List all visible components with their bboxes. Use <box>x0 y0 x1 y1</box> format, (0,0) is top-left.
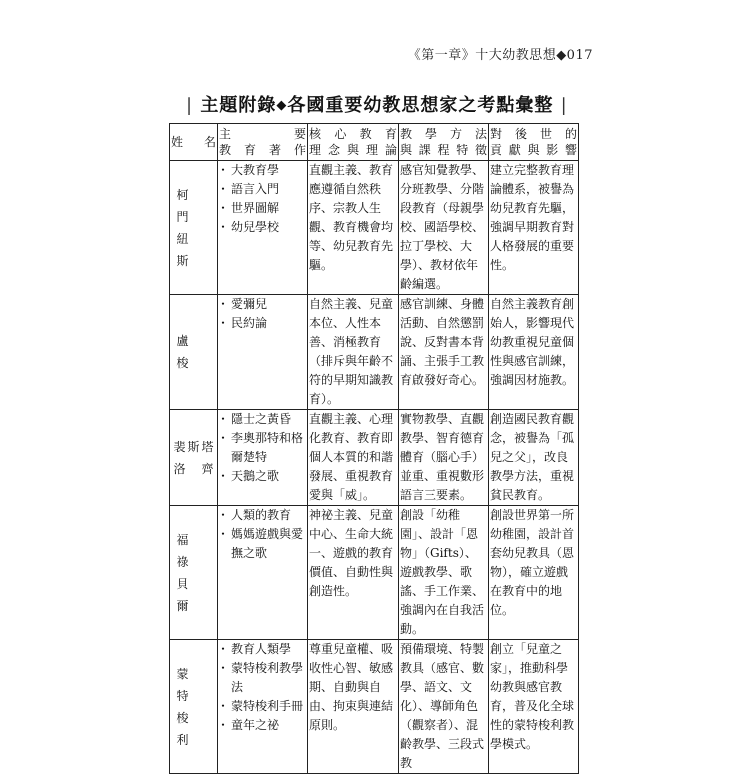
works-cell <box>218 506 308 640</box>
table-row <box>170 161 579 295</box>
core-cell: 直觀主義、心理化教育、教育即個人本質的和諧發展、重視教育愛與「威」。 <box>308 410 399 506</box>
educator-name: 福 祿 貝 爾 <box>170 506 218 640</box>
work-item: ・ 愛彌兒 <box>219 295 306 314</box>
section-label: 主題附錄 <box>200 95 277 116</box>
educator-name: 盧 梭 <box>170 295 218 410</box>
section-heading: 各國重要幼教思想家之考點彙整 <box>287 95 554 116</box>
works-cell <box>218 410 308 506</box>
contrib-cell: 建立完整教育理論體系，被譽為幼兒教育先驅，強調早期教育對人格發展的重要性。 <box>489 161 579 295</box>
running-head-text: 《第一章》十大幼教思想◆017 <box>407 48 593 63</box>
table-row <box>170 295 579 410</box>
work-item: ・ 李奧那特和格爾楚特 <box>219 429 306 467</box>
works-cell <box>218 161 308 295</box>
running-head <box>0 44 593 63</box>
work-item: ・ 世界圖解 <box>219 199 306 218</box>
col-header-core: 核心教育 理念與理論 <box>308 124 399 161</box>
col-header-name: 姓 名 <box>170 124 218 161</box>
table-row <box>170 410 579 506</box>
method-cell: 感官訓練、身體活動、自然懲罰說、反對書本背誦、主張手工教育啟發好奇心。 <box>399 295 489 410</box>
contrib-cell: 創立「兒童之家」，推動科學幼教與感官教育，普及化全球性的蒙特梭利教學模式。 <box>489 640 579 774</box>
method-cell: 實物教學、直觀教學、智育德育體育（腦心手）並重、重視數形語言三要素。 <box>399 410 489 506</box>
method-cell: 感官知覺教學、分班教學、分階段教育（母親學校、國語學校、拉丁學校、大學）、教材依年齡編選。 <box>399 161 489 295</box>
work-item: ・ 大教育學 <box>219 161 306 180</box>
work-item: ・ 童年之祕 <box>219 716 306 735</box>
title-bar-right: | <box>560 95 568 116</box>
table-row <box>170 640 579 774</box>
core-cell: 尊重兒童權、吸收性心智、敏感期、自動與自由、拘束與連結原則。 <box>308 640 399 774</box>
work-item: ・ 天鵝之歌 <box>219 467 306 486</box>
educator-name: 裴斯塔 洛 齊 <box>170 410 218 506</box>
work-item: ・ 民約論 <box>219 314 306 333</box>
title-bar-left: | <box>186 95 194 116</box>
work-item: ・ 蒙特梭利教學法 <box>219 659 306 697</box>
work-item: ・ 蒙特梭利手冊 <box>219 697 306 716</box>
col-header-contrib: 對後世的 貢獻與影響 <box>489 124 579 161</box>
section-title <box>186 91 568 117</box>
work-item: ・ 隱士之黃昏 <box>219 410 306 429</box>
table-row <box>170 506 579 640</box>
contrib-cell: 創設世界第一所幼稚園，設計首套幼兒教具（恩物），確立遊戲在教育中的地位。 <box>489 506 579 640</box>
core-cell: 神祕主義、兒童中心、生命大統一、遊戲的教育價值、自動性與創造性。 <box>308 506 399 640</box>
core-cell: 直觀主義、教育應遵循自然秩序、宗教人生觀、教育機會均等、幼兒教育先驅。 <box>308 161 399 295</box>
educator-name: 柯 門 紐 斯 <box>170 161 218 295</box>
core-cell: 自然主義、兒童本位、人性本善、消極教育（排斥與年齡不符的早期知識教育）。 <box>308 295 399 410</box>
contrib-cell: 創造國民教育觀念，被譽為「孤兒之父」，改良教學方法，重視貧民教育。 <box>489 410 579 506</box>
works-cell <box>218 295 308 410</box>
col-header-works: 主 要 教育著作 <box>218 124 308 161</box>
method-cell: 創設「幼稚園」、設計「恩物」（Gifts）、遊戲教學、歌謠、手工作業、強調內在自我活動。 <box>399 506 489 640</box>
educator-name: 蒙 特 梭 利 <box>170 640 218 774</box>
works-cell <box>218 640 308 774</box>
diamond-icon: ◆ <box>276 98 288 113</box>
work-item: ・ 教育人類學 <box>219 640 306 659</box>
col-header-method: 教學方法 與課程特徵 <box>399 124 489 161</box>
method-cell: 預備環境、特製教具（感官、數學、語文、文化）、導師角色（觀察者）、混齡教學、三段式教 <box>399 640 489 774</box>
work-item: ・ 媽媽遊戲與愛撫之歌 <box>219 525 306 563</box>
contrib-cell: 自然主義教育創始人，影響現代幼教重視兒童個性與感官訓練，強調因材施教。 <box>489 295 579 410</box>
table-header-row <box>170 124 579 161</box>
work-item: ・ 人類的教育 <box>219 506 306 525</box>
work-item: ・ 語言入門 <box>219 180 306 199</box>
work-item: ・ 幼兒學校 <box>219 218 306 237</box>
educators-table <box>169 123 579 774</box>
